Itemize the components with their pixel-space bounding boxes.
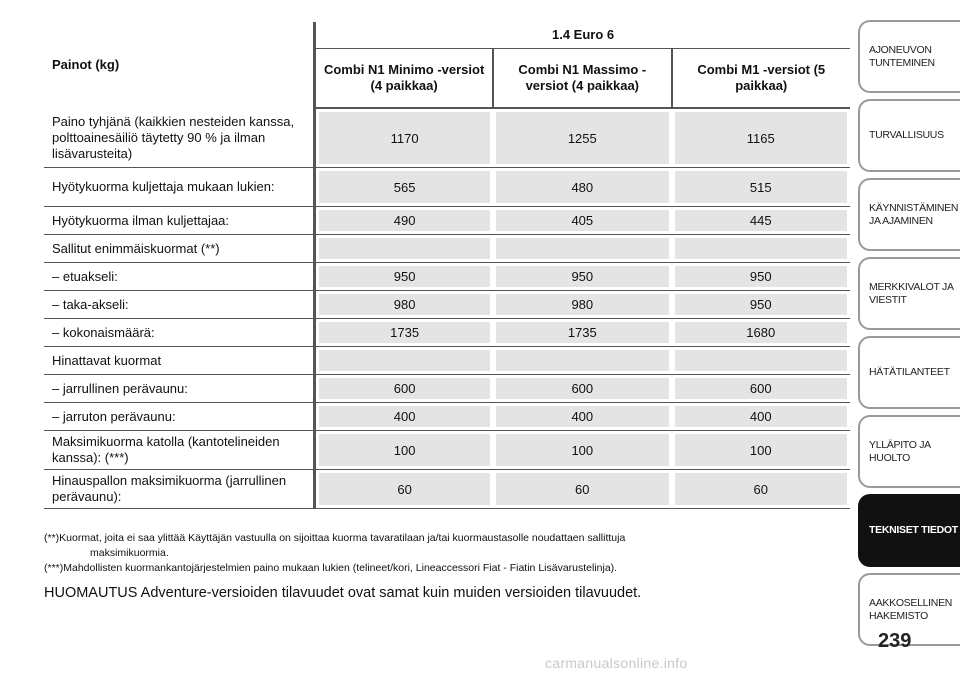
chapter-tab[interactable] bbox=[858, 99, 960, 172]
watermark-text: carmanualsonline.info bbox=[545, 655, 688, 671]
value-cell bbox=[672, 347, 851, 375]
table-group-header: 1.4 Euro 6 bbox=[315, 22, 850, 48]
value-cell-text bbox=[319, 350, 490, 371]
footnotes bbox=[44, 531, 850, 576]
value-cell bbox=[493, 375, 671, 403]
chapter-tab-label: AJONEUVON TUNTEMINEN bbox=[869, 43, 935, 69]
chapter-tab[interactable] bbox=[858, 257, 960, 330]
table-row bbox=[44, 375, 850, 403]
row-label: Hinattavat kuormat bbox=[44, 347, 315, 375]
value-cell-text: 60 bbox=[675, 473, 848, 505]
row-label: – jarruton perävaunu: bbox=[44, 403, 315, 431]
value-cell bbox=[493, 235, 671, 263]
column-header: Combi N1 Minimo -versiot (4 paikkaa) bbox=[315, 48, 493, 108]
value-cell bbox=[493, 347, 671, 375]
value-cell bbox=[315, 291, 493, 319]
value-cell bbox=[315, 431, 493, 470]
value-cell-text: 400 bbox=[319, 406, 490, 427]
value-cell-text: 980 bbox=[496, 294, 668, 315]
footnote-1-continuation: maksimikuormia. bbox=[90, 547, 169, 559]
value-cell-text: 400 bbox=[496, 406, 668, 427]
value-cell bbox=[315, 347, 493, 375]
row-label: Hyötykuorma ilman kuljettajaa: bbox=[44, 207, 315, 235]
value-cell-text: 60 bbox=[496, 473, 668, 505]
chapter-tab[interactable] bbox=[858, 494, 960, 567]
value-cell bbox=[493, 263, 671, 291]
value-cell-text: 490 bbox=[319, 210, 490, 231]
value-cell bbox=[493, 168, 671, 207]
value-cell-text bbox=[675, 350, 848, 371]
value-cell bbox=[493, 319, 671, 347]
value-cell bbox=[672, 168, 851, 207]
chapter-tab-label: TEKNISET TIEDOT bbox=[869, 524, 958, 536]
column-header: Combi N1 Massimo -versiot (4 paikkaa) bbox=[493, 48, 671, 108]
value-cell-text: 405 bbox=[496, 210, 668, 231]
chapter-tab[interactable] bbox=[858, 178, 960, 251]
value-cell bbox=[672, 108, 851, 168]
value-cell-text: 950 bbox=[675, 266, 848, 287]
value-cell bbox=[493, 291, 671, 319]
weights-table bbox=[44, 22, 850, 509]
value-cell-text: 950 bbox=[319, 266, 490, 287]
value-cell-text: 1170 bbox=[319, 112, 490, 164]
table-label-header: Painot (kg) bbox=[52, 57, 120, 72]
value-cell bbox=[315, 207, 493, 235]
row-label: – etuakseli: bbox=[44, 263, 315, 291]
value-cell bbox=[672, 235, 851, 263]
value-cell bbox=[493, 431, 671, 470]
value-cell-text: 100 bbox=[319, 434, 490, 466]
footnote-2: (***)Mahdollisten kuormankantojärjestelmien paino mukaan lukien (telineet/kori, Lineaccessori Fiat - Fiatin Lisävarustelinja). bbox=[44, 562, 618, 574]
column-header: Combi M1 -versiot (5 paikkaa) bbox=[672, 48, 851, 108]
chapter-tab-label: MERKKIVALOT JA VIESTIT bbox=[869, 280, 954, 306]
value-cell bbox=[315, 403, 493, 431]
table-row bbox=[44, 291, 850, 319]
table-row bbox=[44, 168, 850, 207]
row-label: – taka-akseli: bbox=[44, 291, 315, 319]
value-cell bbox=[315, 235, 493, 263]
table-row bbox=[44, 403, 850, 431]
value-cell bbox=[493, 108, 671, 168]
row-label: Hinauspallon maksimikuorma (jarrullinen perävaunu): bbox=[44, 470, 315, 509]
row-label: – jarrullinen perävaunu: bbox=[44, 375, 315, 403]
value-cell bbox=[672, 263, 851, 291]
chapter-tabs bbox=[858, 20, 960, 652]
table-row bbox=[44, 108, 850, 168]
value-cell bbox=[493, 470, 671, 509]
value-cell-text: 980 bbox=[319, 294, 490, 315]
row-label: Paino tyhjänä (kaikkien nesteiden kanssa, polttoainesäiliö täytetty 90 % ja ilman lisävarusteita) bbox=[44, 108, 315, 168]
value-cell-text: 600 bbox=[496, 378, 668, 399]
value-cell-text: 1735 bbox=[319, 322, 490, 343]
value-cell-text: 1680 bbox=[675, 322, 848, 343]
huomautus-note: HUOMAUTUS Adventure-versioiden tilavuudet ovat samat kuin muiden versioiden tilavuudet. bbox=[44, 585, 642, 601]
value-cell bbox=[672, 375, 851, 403]
table-row bbox=[44, 207, 850, 235]
value-cell bbox=[315, 108, 493, 168]
footnote-1 bbox=[44, 531, 850, 561]
page-number: 239 bbox=[878, 630, 912, 652]
value-cell-text: 100 bbox=[675, 434, 848, 466]
value-cell bbox=[672, 470, 851, 509]
footnote-1-text: (**)Kuormat, joita ei saa ylittää Käyttäjän vastuulla on sijoittaa kuorma tavaratilaan ja/tai kuormaustasolle noudattaen sallittuja bbox=[44, 532, 626, 544]
value-cell-text: 480 bbox=[496, 171, 668, 203]
chapter-tab-label: KÄYNNISTÄMINEN JA AJAMINEN bbox=[869, 201, 959, 227]
value-cell bbox=[315, 375, 493, 403]
table-row bbox=[44, 319, 850, 347]
value-cell bbox=[315, 168, 493, 207]
value-cell bbox=[672, 291, 851, 319]
chapter-tab-label: AAKKOSELLINEN HAKEMISTO bbox=[869, 596, 953, 622]
value-cell bbox=[315, 470, 493, 509]
value-cell bbox=[315, 263, 493, 291]
value-cell-text bbox=[496, 350, 668, 371]
value-cell-text: 60 bbox=[319, 473, 490, 505]
value-cell-text: 1735 bbox=[496, 322, 668, 343]
chapter-tab[interactable] bbox=[858, 415, 960, 488]
table-row bbox=[44, 263, 850, 291]
value-cell-text bbox=[319, 238, 490, 259]
chapter-tab-label: HÄTÄTILANTEET bbox=[869, 366, 950, 378]
value-cell bbox=[315, 319, 493, 347]
value-cell-text: 1255 bbox=[496, 112, 668, 164]
chapter-tab-label: YLLÄPITO JA HUOLTO bbox=[869, 438, 931, 464]
table-row bbox=[44, 235, 850, 263]
value-cell-text: 1165 bbox=[675, 112, 848, 164]
chapter-tab[interactable] bbox=[858, 20, 960, 93]
row-label: Sallitut enimmäiskuormat (**) bbox=[44, 235, 315, 263]
weights-table-wrapper bbox=[44, 22, 850, 509]
value-cell-text: 565 bbox=[319, 171, 490, 203]
value-cell-text: 950 bbox=[496, 266, 668, 287]
value-cell-text: 100 bbox=[496, 434, 668, 466]
row-label: – kokonaismäärä: bbox=[44, 319, 315, 347]
chapter-tab-label: TURVALLISUUS bbox=[869, 129, 944, 141]
value-cell-text bbox=[496, 238, 668, 259]
value-cell-text: 445 bbox=[675, 210, 848, 231]
value-cell-text: 600 bbox=[319, 378, 490, 399]
value-cell bbox=[493, 207, 671, 235]
row-label: Hyötykuorma kuljettaja mukaan lukien: bbox=[44, 168, 315, 207]
value-cell-text bbox=[675, 238, 848, 259]
value-cell-text: 400 bbox=[675, 406, 848, 427]
table-row bbox=[44, 431, 850, 470]
value-cell bbox=[672, 319, 851, 347]
table-row bbox=[44, 470, 850, 509]
table-row bbox=[44, 347, 850, 375]
value-cell-text: 600 bbox=[675, 378, 848, 399]
value-cell bbox=[493, 403, 671, 431]
value-cell bbox=[672, 431, 851, 470]
value-cell bbox=[672, 207, 851, 235]
chapter-tab[interactable] bbox=[858, 336, 960, 409]
value-cell bbox=[672, 403, 851, 431]
value-cell-text: 515 bbox=[675, 171, 848, 203]
row-label: Maksimikuorma katolla (kantotelineiden kanssa): (***) bbox=[44, 431, 315, 470]
value-cell-text: 950 bbox=[675, 294, 848, 315]
